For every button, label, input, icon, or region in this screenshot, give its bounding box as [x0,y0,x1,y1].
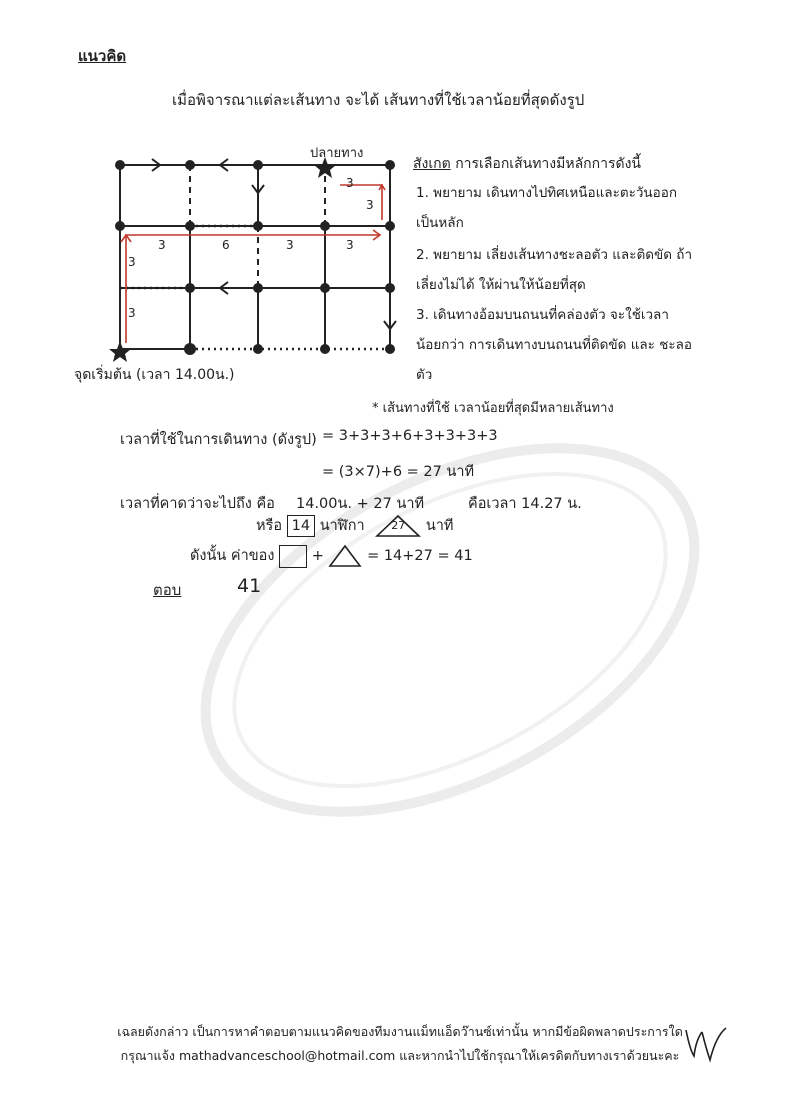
calc-line4-prefix: หรือ [256,518,283,534]
observation-prefix: สังเกต [413,156,451,172]
calc-line1-expr: = 3+3+3+6+3+3+3+3 [322,428,498,444]
calc-line5-prefix: ดังนั้น ค่าของ [190,548,275,564]
observation-item: 1. พยายาม เดินทางไปทิศเหนือและตะวันออก เป็นหลัก [416,185,678,231]
answer-value: 41 [237,575,262,597]
edge-label: 3 [128,255,136,269]
intro-text: เมื่อพิจารณาแต่ละเส้นทาง จะได้ เส้นทางที่ใช้เวลาน้อยที่สุดดังรูป [172,91,585,109]
observation-rest: การเลือกเส้นทางมีหลักการดังนี้ [455,156,641,172]
answer-label: ตอบ [153,581,182,599]
route-diagram [100,145,410,370]
calc-line1-label: เวลาที่ใช้ในการเดินทาง (ดังรูป) [120,432,317,448]
edge-label: 6 [222,238,230,252]
square-icon [279,545,307,568]
hour-box: 14 [287,515,315,537]
calc-line5-expr: = 14+27 = 41 [367,548,473,564]
calc-line3-label: เวลาที่คาดว่าจะไปถึง คือ [120,496,275,512]
calc-line3-result: คือเวลา 14.27 น. [468,496,582,512]
footer-line2: กรุณาแจ้ง mathadvanceschool@hotmail.com และหากนำไปใช้กรุณาให้เครดิตกับทางเราด้วยนะคะ [120,1048,680,1063]
minute-unit: นาที [425,518,454,534]
edge-label: 3 [158,238,166,252]
observation-item: 2. พยายาม เลี่ยงเส้นทางชะลอตัว และติดขัด ถ้าเลี่ยงไม่ได้ ให้ผ่านให้น้อยที่สุด [416,247,693,293]
observation-title [413,153,641,175]
section-heading: แนวคิด [78,47,127,65]
edge-label: 3 [346,238,354,252]
calc-line5: ดังนั้น ค่าของ + = 14+27 = 41 [190,544,473,568]
start-star-icon [109,341,131,362]
start-label: จุดเริ่มต้น (เวลา 14.00น.) [74,367,235,383]
edge-label: 3 [366,198,374,212]
observation-item: 3. เดินทางอ้อมบนถนนที่คล่องตัว จะใช้เวลา น้อยกว่า การเดินทางบนถนนที่ติดขัด และ ชะลอตัว [416,307,693,383]
triangle-icon [375,514,421,538]
edge-label: 3 [128,306,136,320]
calc-line2-expr: = (3×7)+6 = 27 นาที [322,464,475,480]
calc-line4 [256,514,453,538]
observation-note: * เส้นทางที่ใช้ เวลาน้อยที่สุดมีหลายเส้นทาง [372,401,614,416]
edge-label: 3 [286,238,294,252]
signature-mark [676,1020,736,1066]
watermark-logo [170,420,730,840]
edge-label: 3 [346,176,354,190]
destination-label: ปลายทาง [310,146,364,161]
hour-unit: นาฬิกา [319,518,365,534]
triangle-icon [328,544,362,568]
calc-line3-expr: 14.00น. + 27 นาที [296,496,425,512]
minute-value: 27 [391,519,406,532]
footer-line1: เฉลยดังกล่าว เป็นการหาคำตอบตามแนวคิดของทีมงานแม็ทแอ็ดว๊านซ์เท่านั้น หากมีข้อผิดพลาดประการใด [117,1024,683,1039]
